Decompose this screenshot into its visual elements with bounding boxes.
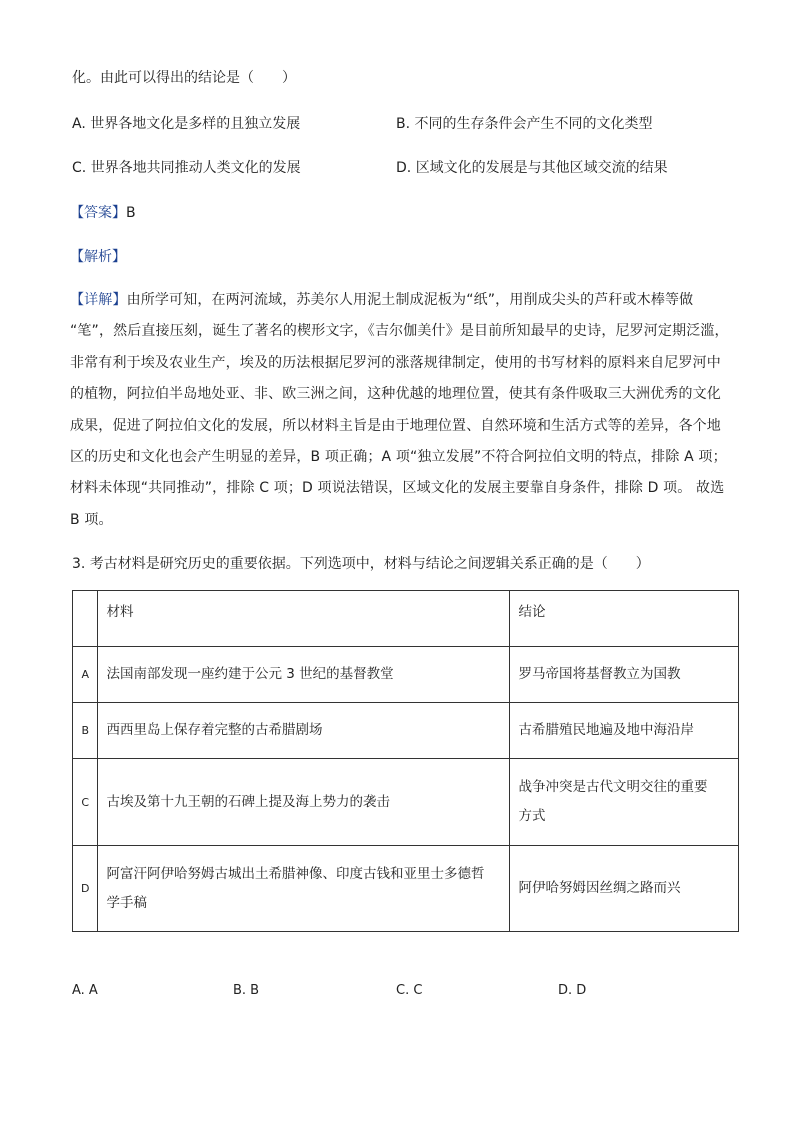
row-label: D <box>73 846 98 932</box>
question-stem-continuation: 化。由此可以得出的结论是（ ） <box>72 70 296 86</box>
table-row <box>73 759 739 846</box>
row-conclusion: 古希腊殖民地遍及地中海沿岸 <box>510 703 739 759</box>
detail-tag: 【详解】 <box>70 292 127 308</box>
detail-line: 材料未体现“共同推动”，排除 C 项；D 项说法错误，区域文化的发展主要靠自身条件，排除 D 项。 故选 <box>70 480 725 497</box>
choice-a: A. A <box>72 983 98 998</box>
option-a <box>72 113 300 133</box>
row-material: 法国南部发现一座约建于公元 3 世纪的基督教堂 <box>98 647 510 703</box>
row-conclusion: 罗马帝国将基督教立为国教 <box>510 647 739 703</box>
answer-tag: 【答案】 <box>70 205 126 221</box>
table-header-label <box>73 591 98 647</box>
option-c-label: C. <box>72 160 87 176</box>
table-header-row <box>73 591 739 647</box>
row-material: 西西里岛上保存着完整的古希腊剧场 <box>98 703 510 759</box>
option-c-text: 世界各地共同推动人类文化的发展 <box>90 160 301 176</box>
row-material: 古埃及第十九王朝的石碑上提及海上势力的袭击 <box>98 759 510 846</box>
option-a-text: 世界各地文化是多样的且独立发展 <box>90 116 301 132</box>
answer-value: B <box>126 205 136 221</box>
choice-d: D. D <box>558 983 587 998</box>
option-b <box>396 113 653 133</box>
row-material: 阿富汗阿伊哈努姆古城出土希腊神像、印度古钱和亚里士多德哲 学手稿 <box>98 846 510 932</box>
detail-line: 成果，促进了阿拉伯文化的发展，所以材料主旨是由于地理位置、自然环境和生活方式等的差异，各个地 <box>70 417 721 434</box>
option-d-text: 区域文化的发展是与其他区域交流的结果 <box>415 160 668 176</box>
detail-line: “笔”，然后直接压刻，诞生了著名的楔形文字，《吉尔伽美什》是目前所知最早的史诗，尼罗河定期泛滥， <box>70 323 729 340</box>
choice-b: B. B <box>233 983 260 998</box>
table-row <box>73 703 739 759</box>
table-row <box>73 846 739 932</box>
detail-paragraph <box>70 285 729 536</box>
option-b-text: 不同的生存条件会产生不同的文化类型 <box>414 116 653 132</box>
row-label: A <box>73 647 98 703</box>
detail-line: 非常有利于埃及农业生产，埃及的历法根据尼罗河的涨落规律制定，使用的书写材料的原料来自尼罗河中 <box>70 354 721 371</box>
option-d-label: D. <box>396 160 412 176</box>
table-row <box>73 647 739 703</box>
row-conclusion: 阿伊哈努姆因丝绸之路而兴 <box>510 846 739 932</box>
table-header-conclusion: 结论 <box>510 591 739 647</box>
row-label: C <box>73 759 98 846</box>
answer-line <box>70 202 136 222</box>
option-a-label: A. <box>72 116 86 132</box>
option-b-label: B. <box>396 116 411 132</box>
analysis-tag: 【解析】 <box>70 249 126 265</box>
row-conclusion: 战争冲突是古代文明交往的重要 方式 <box>510 759 739 846</box>
question-3-stem: 3. 考古材料是研究历史的重要依据。下列选项中，材料与结论之间逻辑关系正确的是（ ） <box>72 556 650 572</box>
detail-line: B 项。 <box>70 511 113 528</box>
analysis-heading <box>70 246 126 266</box>
option-d <box>396 157 668 177</box>
detail-line: 【详解】由所学可知，在两河流域，苏美尔人用泥土制成泥板为“纸”，用削成尖头的芦秆或木棒等做 <box>70 292 694 308</box>
option-c <box>72 157 301 177</box>
table-header-material: 材料 <box>98 591 510 647</box>
detail-line: 的植物，阿拉伯半岛地处亚、非、欧三洲之间，这种优越的地理位置，使其有条件吸取三大洲优秀的文化 <box>70 386 721 403</box>
row-label: B <box>73 703 98 759</box>
choice-c: C. C <box>396 983 423 998</box>
question-3-table <box>72 590 739 932</box>
detail-line: 区的历史和文化也会产生明显的差异，B 项正确；A 项“独立发展”不符合阿拉伯文明的特点，排除 A 项； <box>70 449 727 466</box>
